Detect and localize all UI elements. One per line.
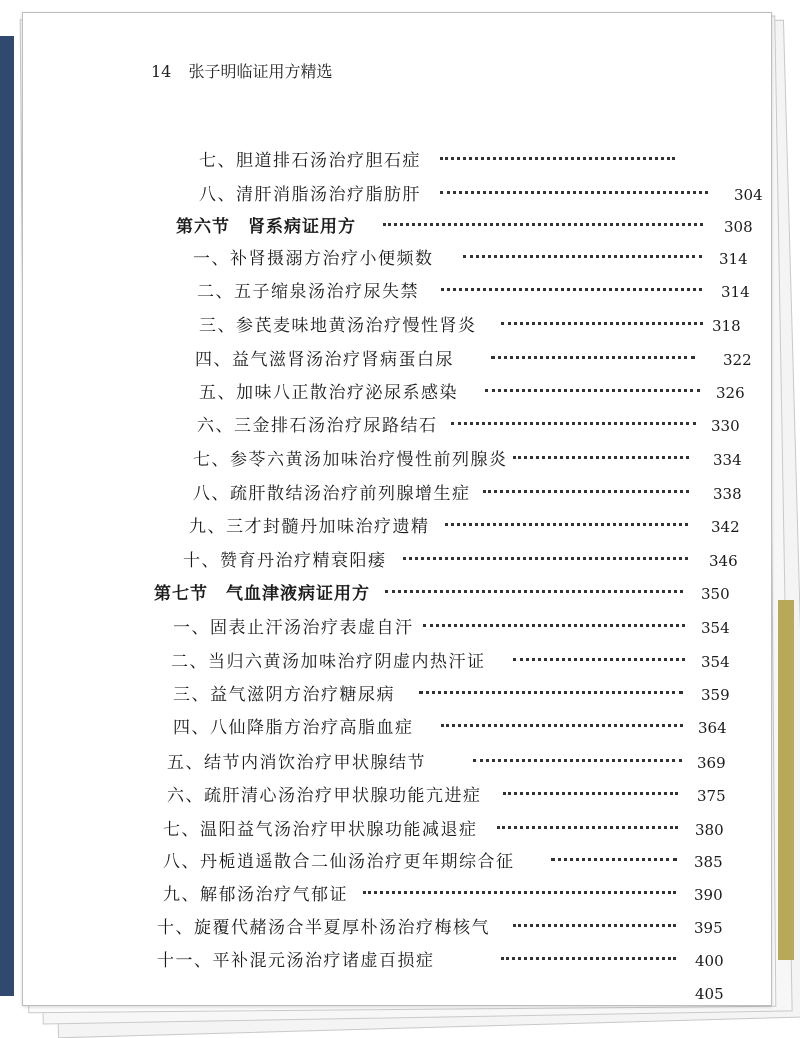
dot-leader [551, 858, 677, 861]
page-number: 14 [151, 62, 172, 81]
toc-entry [173, 680, 733, 704]
toc-entry-title: 八、丹栀逍遥散合二仙汤治疗更年期综合征 [163, 852, 515, 872]
toc-entry [199, 180, 766, 204]
toc-section-heading [176, 212, 756, 236]
toc-entry [157, 979, 727, 1003]
dot-leader [451, 422, 696, 425]
toc-entry-title: 二、五子缩泉汤治疗尿失禁 [197, 282, 419, 302]
book-title: 张子明临证用方精选 [188, 62, 333, 81]
toc-page-number: 308 [724, 218, 753, 236]
toc-entry-title: 八、疏肝散结汤治疗前列腺增生症 [193, 484, 471, 504]
toc-entry-title: 二、当归六黄汤加味治疗阴虚内热汗证 [171, 652, 486, 672]
toc-page-number: 395 [694, 919, 723, 937]
toc-section-heading [154, 579, 733, 603]
toc-entry [173, 713, 730, 737]
toc-page-number: 330 [711, 417, 740, 435]
dot-leader [483, 490, 689, 493]
toc-entry-title: 一、补肾摄溺方治疗小便频数 [193, 249, 434, 269]
toc-entry [163, 880, 726, 904]
toc-page-number: 380 [695, 821, 724, 839]
toc-entry-title: 三、益气滋阴方治疗糖尿病 [173, 685, 395, 705]
toc-page-number: 364 [698, 719, 727, 737]
toc-entry [163, 815, 727, 839]
book-cover-edge-right [778, 600, 794, 960]
toc-page-number: 405 [695, 985, 724, 1003]
toc-entry-title: 六、疏肝清心汤治疗甲状腺功能亢进症 [167, 786, 482, 806]
toc-page-number: 359 [701, 686, 730, 704]
toc-entry [193, 445, 745, 469]
dot-leader [463, 255, 702, 258]
dot-leader [503, 792, 678, 795]
toc-page-number: 326 [716, 384, 745, 402]
dot-leader [423, 624, 685, 627]
dot-leader [385, 590, 683, 593]
toc-page-number: 338 [713, 485, 742, 503]
dot-leader [445, 523, 688, 526]
toc-entry [193, 479, 745, 503]
toc-entry [199, 146, 783, 170]
toc-page-number: 314 [721, 283, 750, 301]
toc-entry [195, 345, 755, 369]
toc-page-number: 390 [694, 886, 723, 904]
toc-entry [171, 647, 733, 671]
dot-leader [441, 724, 683, 727]
toc-page-number: 354 [701, 619, 730, 637]
running-header [151, 59, 332, 82]
toc-entry-title: 九、解郁汤治疗气郁证 [163, 885, 348, 905]
toc-entry-title: 四、益气滋肾汤治疗肾病蛋白尿 [195, 350, 454, 370]
toc-page-number: 354 [701, 653, 730, 671]
book-cover-edge-left [0, 36, 14, 996]
toc-page-number: 314 [719, 250, 748, 268]
toc-entry-title: 十一、平补混元汤治疗诸虚百损症 [157, 951, 435, 971]
toc-entry [199, 311, 744, 335]
toc-page-number: 400 [695, 952, 724, 970]
toc-page-number: 334 [713, 451, 742, 469]
toc-page-number: 369 [697, 754, 726, 772]
toc-entry-title: 九、三才封髓丹加味治疗遗精 [189, 517, 430, 537]
toc-page-number: 385 [694, 853, 723, 871]
toc-entry-title: 五、结节内消饮治疗甲状腺结节 [167, 753, 426, 773]
toc-entry-title: 七、参苓六黄汤加味治疗慢性前列腺炎 [193, 450, 508, 470]
dot-leader [383, 223, 703, 226]
dot-leader [513, 924, 676, 927]
toc-entry-title: 三、参芪麦味地黄汤治疗慢性肾炎 [199, 316, 477, 336]
toc-entry [193, 244, 751, 268]
dot-leader [441, 288, 702, 291]
toc-entry [197, 277, 753, 301]
dot-leader [485, 389, 700, 392]
toc-entry [157, 946, 727, 970]
toc-entry [157, 913, 726, 937]
dot-leader [440, 191, 708, 194]
dot-leader [363, 891, 676, 894]
toc-page-number: 350 [701, 585, 730, 603]
toc-entry [189, 512, 743, 536]
toc-entry [183, 546, 741, 570]
toc-entry [167, 781, 729, 805]
toc-entry [167, 748, 729, 772]
toc-entry-title: 一、固表止汗汤治疗表虚自汗 [173, 618, 414, 638]
dot-leader [473, 759, 682, 762]
toc-page-number: 375 [697, 787, 726, 805]
toc-entry-title: 六、三金排石汤治疗尿路结石 [197, 416, 438, 436]
toc-entry-title: 第六节 肾系病证用方 [176, 217, 356, 237]
toc-entry-title: 四、八仙降脂方治疗高脂血症 [173, 718, 414, 738]
toc-entry [173, 613, 733, 637]
toc-page-number: 304 [734, 186, 763, 204]
dot-leader [513, 658, 685, 661]
dot-leader [501, 957, 676, 960]
dot-leader [497, 826, 678, 829]
dot-leader [491, 356, 695, 359]
toc-page-number: 346 [709, 552, 738, 570]
dot-leader [419, 691, 683, 694]
toc-page-number: 322 [723, 351, 752, 369]
toc-entry-title: 第七节 气血津液病证用方 [154, 584, 370, 604]
dot-leader [440, 157, 675, 160]
toc-page [22, 12, 772, 1006]
toc-entry-title: 十、赞育丹治疗精衰阳痿 [183, 551, 387, 571]
dot-leader [501, 322, 703, 325]
toc-entry-title: 七、胆道排石汤治疗胆石症 [199, 151, 421, 171]
toc-entry [197, 411, 743, 435]
dot-leader [403, 557, 688, 560]
toc-page-number: 342 [711, 518, 740, 536]
toc-entry [199, 378, 748, 402]
toc-entry-title: 十、旋覆代赭汤合半夏厚朴汤治疗梅核气 [157, 918, 490, 938]
toc-entry-title: 五、加味八正散治疗泌尿系感染 [199, 383, 458, 403]
dot-leader [513, 456, 689, 459]
toc-entry [163, 847, 726, 871]
toc-page-number: 318 [712, 317, 741, 335]
toc-entry-title: 七、温阳益气汤治疗甲状腺功能减退症 [163, 820, 478, 840]
toc-entry-title: 八、清肝消脂汤治疗脂肪肝 [199, 185, 421, 205]
